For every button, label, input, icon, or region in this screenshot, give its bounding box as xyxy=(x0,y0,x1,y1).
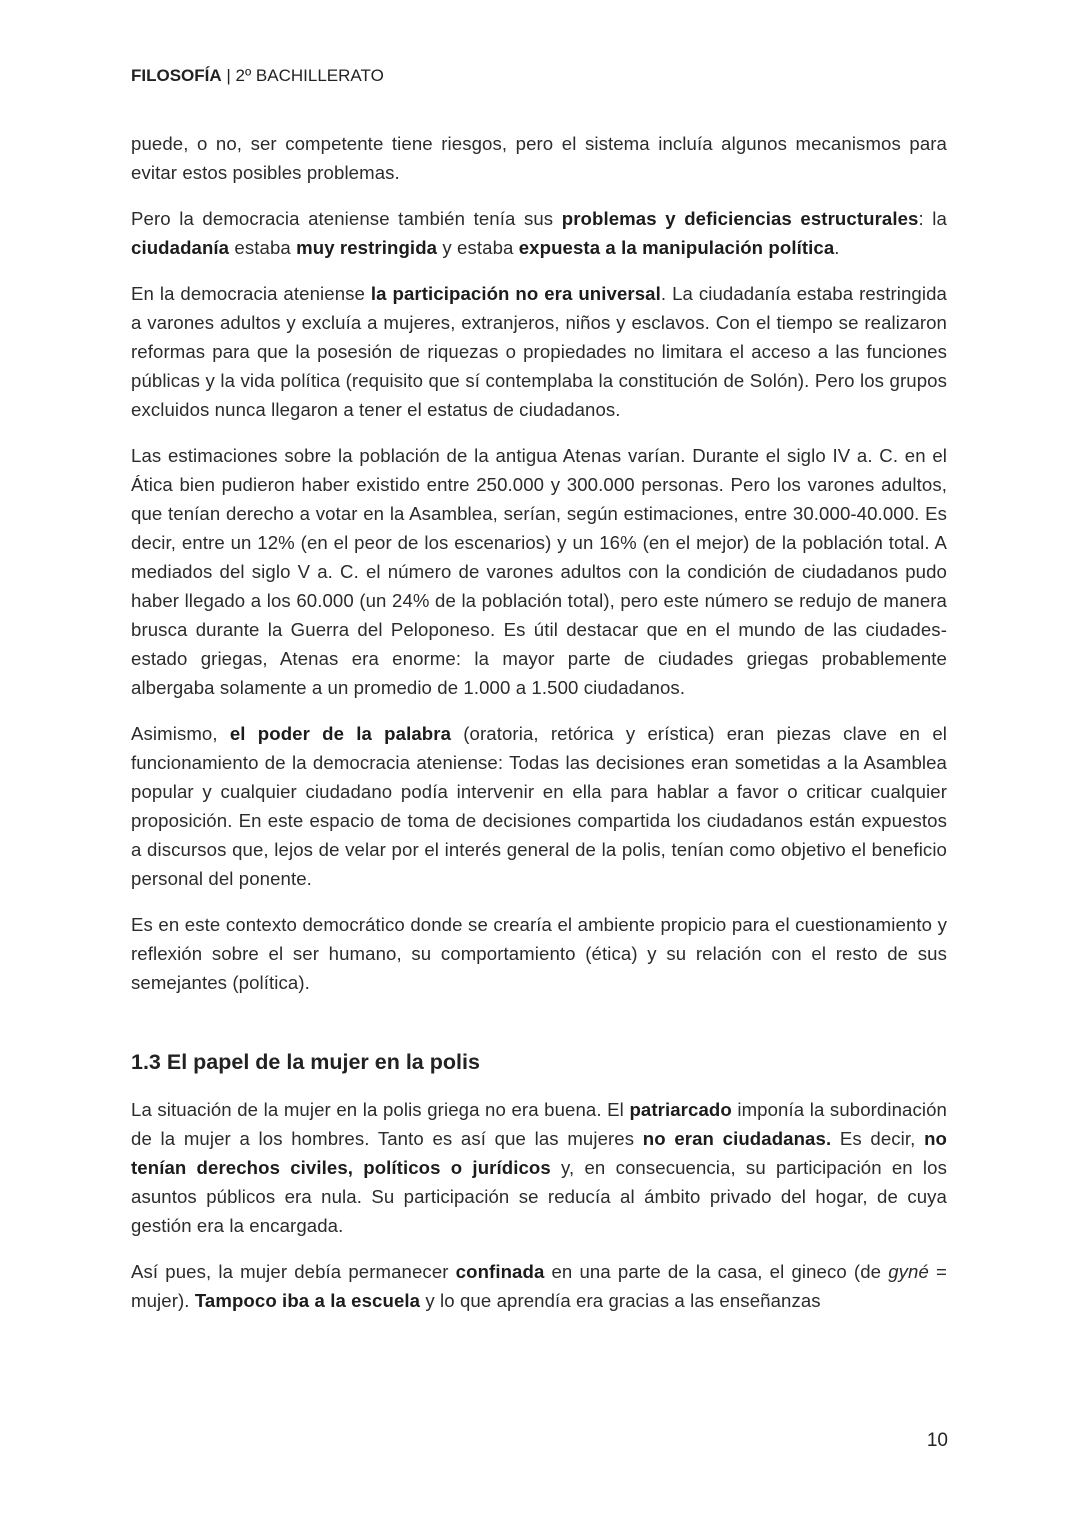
text-run: En la democracia ateniense xyxy=(131,283,371,304)
paragraph xyxy=(131,129,947,187)
text-run: Es decir, xyxy=(831,1128,925,1149)
text-run: . xyxy=(834,237,840,258)
text-run: La situación de la mujer en la polis griega no era buena. El xyxy=(131,1099,630,1120)
paragraph xyxy=(131,1257,947,1315)
text-run: y, en consecuencia, su participación en los asuntos públicos era nula. Su participación se reducía al ámbito privado del hogar, de cuya gestión era la encargada. xyxy=(131,1157,947,1236)
bold-text: ciudadanía xyxy=(131,237,230,258)
bold-text: Tampoco iba a la escuela xyxy=(194,1290,421,1311)
paragraph xyxy=(131,719,947,893)
page-header xyxy=(131,66,384,86)
paragraph xyxy=(131,910,947,997)
bold-text: expuesta a la manipulación política xyxy=(518,237,835,258)
bold-text: confinada xyxy=(455,1261,545,1282)
bold-text: muy restringida xyxy=(296,237,438,258)
text-run: estaba xyxy=(229,237,297,258)
paragraphs-after xyxy=(131,1095,947,1315)
text-run: = mujer). xyxy=(131,1261,948,1311)
page-number: 10 xyxy=(926,1430,948,1451)
text-run: : la xyxy=(918,208,947,229)
bold-text: el poder de la palabra xyxy=(229,723,452,744)
paragraph xyxy=(131,441,947,702)
bold-text: la participación no era universal xyxy=(370,283,661,304)
section-heading: 1.3 El papel de la mujer en la polis xyxy=(131,1050,480,1074)
header-subject: FILOSOFÍA xyxy=(131,66,222,85)
text-run: Las estimaciones sobre la población de la antigua Atenas varían. Durante el siglo IV a. C. en el Ática bien pudieron haber existido entre 250.000 y 300.000 personas. Pero los varones adultos, que tenían derecho a votar en la Asamblea, serían, según estimaciones, entre 30.000-40.000. Es decir, entre un 12% (en el peor de los escenarios) y un 16% (en el mejor) de la población total. A mediados del siglo V a. C. el número de varones adultos con la condición de ciudadanos pudo haber llegado a los 60.000 (un 24% de la población total), pero este número se redujo de manera brusca durante la Guerra del Peloponeso. Es útil destacar que en el mundo de las ciudades-estado griegas, Atenas era enorme: la mayor parte de ciudades griegas probablemente albergaba solamente a un promedio de 1.000 a 1.500 ciudadanos. xyxy=(131,445,947,698)
paragraph xyxy=(131,279,947,424)
text-run: y lo que aprendía era gracias a las enseñanzas xyxy=(420,1290,821,1311)
bold-text: no eran ciudadanas. xyxy=(642,1128,832,1149)
text-run: Pero la democracia ateniense también tenía sus xyxy=(131,208,562,229)
bold-text: no tenían derechos civiles, políticos o jurídicos xyxy=(131,1128,947,1178)
paragraphs-before xyxy=(131,129,947,997)
text-run: . La ciudadanía estaba restringida a varones adultos y excluía a mujeres, extranjeros, niños y esclavos. Con el tiempo se realizaron reformas para que la posesión de riquezas o propiedades no limitara el acceso a las funciones públicas y la vida política (requisito que sí contemplaba la constitución de Solón). Pero los grupos excluidos nunca llegaron a tener el estatus de ciudadanos. xyxy=(131,283,947,420)
text-run: puede, o no, ser competente tiene riesgos, pero el sistema incluía algunos mecanismos para evitar estos posibles problemas. xyxy=(131,133,947,183)
text-run: y estaba xyxy=(437,237,519,258)
italic-text: gyné xyxy=(888,1261,929,1282)
bold-text: problemas y deficiencias estructurales xyxy=(561,208,919,229)
paragraph xyxy=(131,1095,947,1240)
header-course: 2º BACHILLERATO xyxy=(235,66,384,85)
text-run: Asimismo, xyxy=(131,723,230,744)
page-body xyxy=(131,129,947,1332)
text-run: (oratoria, retórica y erística) eran piezas clave en el funcionamiento de la democracia ateniense: Todas las decisiones eran sometidas a la Asamblea popular y cualquier ciudadano podía intervenir en ella para hablar a favor o criticar cualquier proposición. En este espacio de toma de decisiones compartida los ciudadanos están expuestos a discursos que, lejos de velar por el interés general de la polis, tenían como objetivo el beneficio personal del ponente. xyxy=(131,723,947,889)
header-separator: | xyxy=(221,66,236,85)
bold-text: patriarcado xyxy=(629,1099,732,1120)
text-run: imponía la subordinación de la mujer a los hombres. Tanto es así que las mujeres xyxy=(131,1099,947,1149)
paragraph xyxy=(131,204,947,262)
text-run: Es en este contexto democrático donde se crearía el ambiente propicio para el cuestionamiento y reflexión sobre el ser humano, su comportamiento (ética) y su relación con el resto de sus semejantes (política). xyxy=(131,914,947,993)
text-run: en una parte de la casa, el gineco (de xyxy=(544,1261,889,1282)
text-run: Así pues, la mujer debía permanecer xyxy=(131,1261,456,1282)
